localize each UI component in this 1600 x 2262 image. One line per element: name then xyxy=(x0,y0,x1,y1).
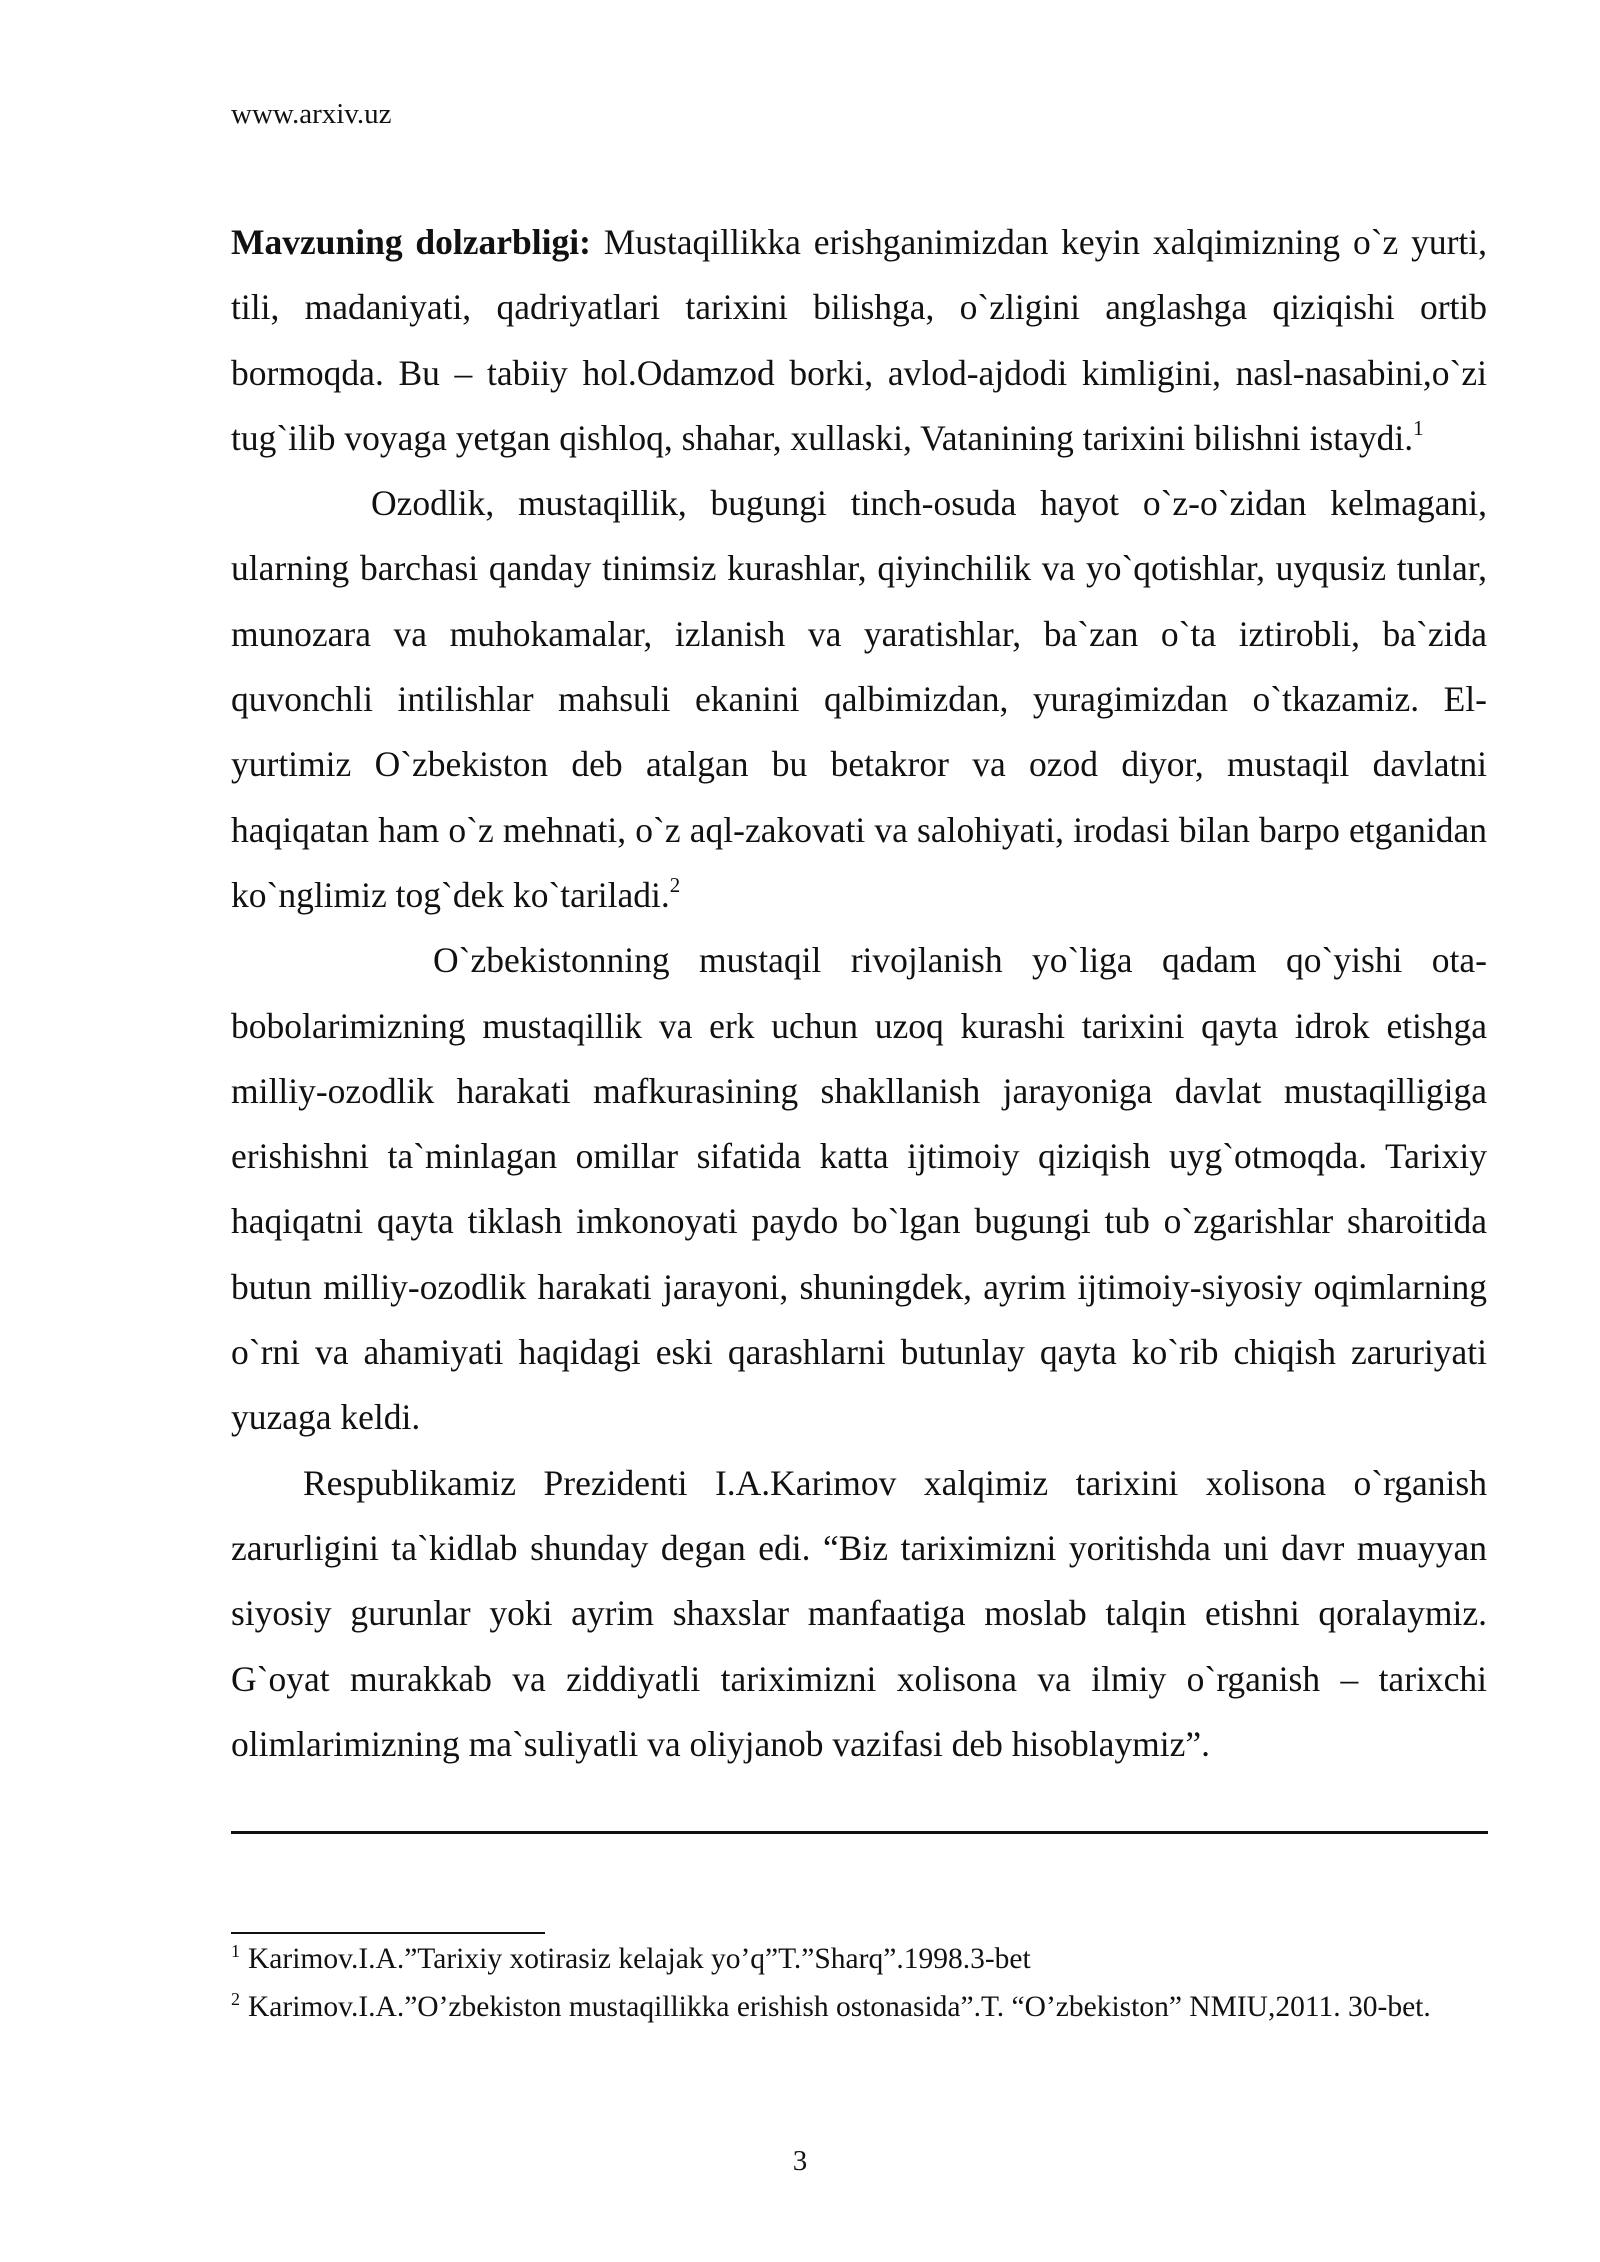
footnote-1 xyxy=(231,1939,1487,1979)
footnote-mark: 1 xyxy=(231,1941,240,1962)
footnotes xyxy=(231,1939,1487,2034)
text-underline-rule xyxy=(231,1831,1488,1834)
footnote-text: Karimov.I.A.”Tarixiy xotirasiz kelajak yo’q”T.”Sharq”.1998.3-bet xyxy=(248,1943,1031,1975)
paragraph-text: Mustaqillikka erishganimizdan keyin xalqimizning o`z yurti, tili, madaniyati, qadriyatlari tarixini bilishga, o`zligini anglashga qiziqishi ortib bormoqda. Bu – tabiiy hol.Odamzod borki, avlod-ajdodi kimligini, nasl-nasabini,o`zi tug`ilib voyaga yetgan qishloq, shahar, xullaski, Vatanining tarixini bilishni istaydi. xyxy=(231,222,1487,458)
page-number: 3 xyxy=(792,2145,808,2177)
paragraph-president-quote xyxy=(231,1451,1487,1777)
paragraph-relevance xyxy=(231,210,1487,471)
paragraph-text: O`zbekistonning mustaqil rivojlanish yo`liga qadam qo`yishi ota-bobolarimizning mustaqillik va erk uchun uzoq kurashi tarixini qayta idrok etishga milliy-ozodlik harakati mafkurasining shakllanish jarayoniga davlat mustaqilligiga erishishni ta`minlagan omillar sifatida katta ijtimoiy qiziqish uyg`otmoqda. Tarixiy haqiqatni qayta tiklash imkonoyati paydo bo`lgan bugungi tub o`zgarishlar sharoitida butun milliy-ozodlik harakati jarayoni, shuningdek, ayrim ijtimoiy-siyosiy oqimlarning o`rni va ahamiyati haqidagi eski qarashlarni butunlay qayta ko`rib chiqish zaruriyati yuzaga keldi. xyxy=(231,940,1487,1438)
paragraph-text: Respublikamiz Prezidenti I.A.Karimov xalqimiz tarixini xolisona o`rganish zarurligini ta`kidlab shunday degan edi. “Biz tariximizni yoritishda uni davr muayyan siyosiy gurunlar yoki ayrim shaxslar manfaatiga moslab talqin etishni qoralaymiz. G`oyat murakkab va ziddiyatli tariximizni xolisona va ilmiy o`rganish – tarixchi olimlarimizning ma`suliyatli va oliyjanob vazifasi deb hisoblaymiz”. xyxy=(231,1462,1487,1764)
footnote-separator xyxy=(231,1932,545,1934)
footnote-reference[interactable]: 1 xyxy=(1413,416,1424,441)
site-url-header: www.arxiv.uz xyxy=(231,98,392,130)
footnote-text: Karimov.I.A.”O’zbekiston mustaqillikka erishish ostonasida”.T. “O’zbekiston” NMIU,2011. 30-bet. xyxy=(248,1991,1431,2023)
paragraph-development xyxy=(231,928,1487,1450)
footnote-2 xyxy=(231,1981,1487,2034)
footnote-reference[interactable]: 2 xyxy=(669,873,681,898)
paragraph-independence xyxy=(231,471,1487,928)
section-lead-title: Mavzuning dolzarbligi: xyxy=(231,222,591,262)
paragraph-text: Ozodlik, mustaqillik, bugungi tinch-osuda hayot o`z-o`zidan kelmagani, ularning barchasi qanday tinimsiz kurashlar, qiyinchilik va yo`qotishlar, uyqusiz tunlar, munozara va muhokamalar, izlanish va yaratishlar, ba`zan o`ta iztirobli, ba`zida quvonchli intilishlar mahsuli ekanini qalbimizdan, yuragimizdan o`tkazamiz. El-yurtimiz O`zbekiston deb atalgan bu betakror va ozod diyor, mustaqil davlatni haqiqatan ham o`z mehnati, o`z aql-zakovati va salohiyati, irodasi bilan barpo etganidan ko`nglimiz tog`dek ko`tariladi. xyxy=(231,483,1487,915)
main-text xyxy=(231,210,1487,1777)
footnote-mark: 2 xyxy=(231,1989,240,2010)
